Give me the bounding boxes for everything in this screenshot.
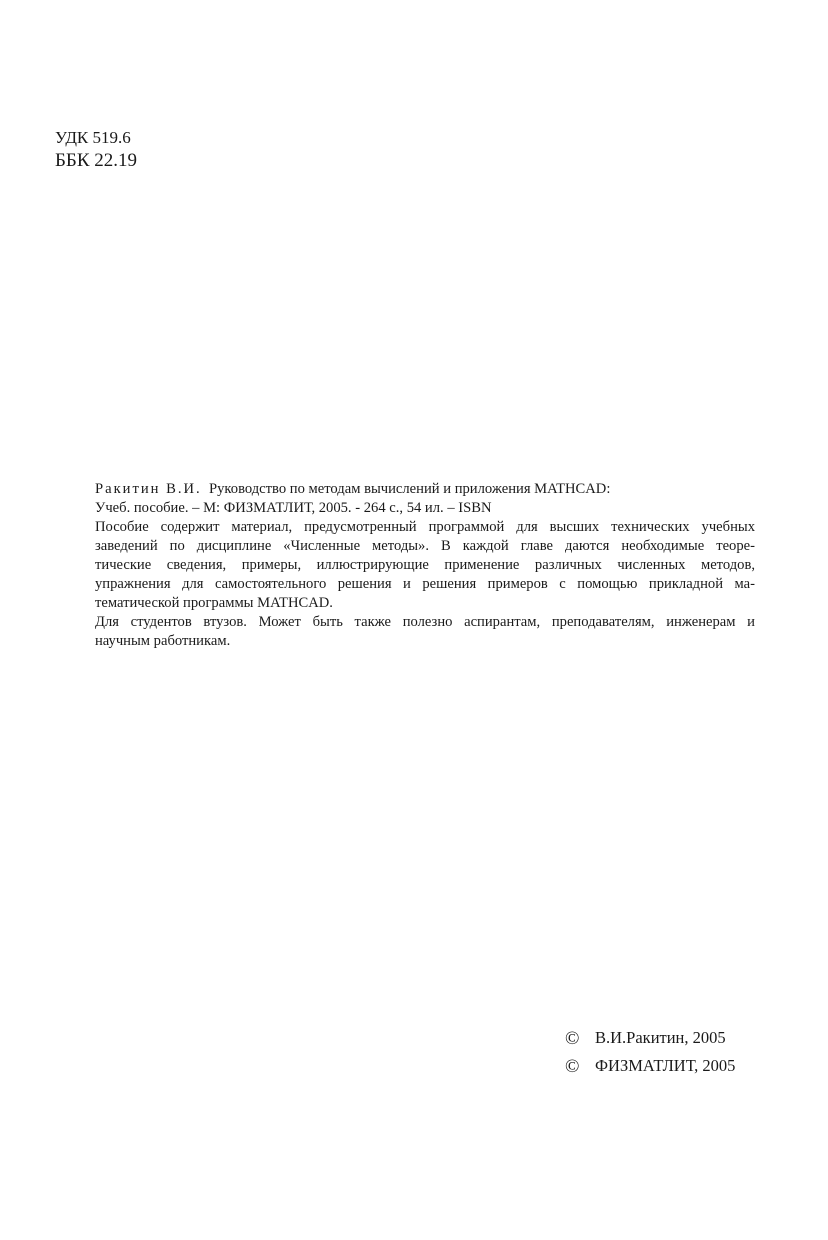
bbk-code: ББК 22.19: [55, 150, 137, 171]
abstract-line: упражнения для самостоятельного решения и решения примеров с помощью прикладной ма-: [95, 576, 755, 592]
author-name: Ракитин В.И.: [95, 481, 202, 497]
copyright-holder: ФИЗМАТЛИТ, 2005: [595, 1056, 736, 1075]
abstract-line: заведений по дисциплине «Численные методы». В каждой главе даются необходимые теоре-: [95, 538, 755, 554]
copyright-icon: ©: [565, 1055, 580, 1077]
classification-codes: [55, 127, 137, 173]
audience-last-line: научным работникам.: [95, 633, 231, 649]
audience-line: Для студентов втузов. Может быть также полезно аспирантам, преподавателям, инженерам и: [95, 614, 755, 630]
abstract-last-line: тематической программы MATHCAD.: [95, 595, 333, 611]
udk-code: УДК 519.6: [55, 128, 131, 147]
copyright-block: [565, 1024, 735, 1080]
book-title: Руководство по методам вычислений и приложения MATHCAD:: [209, 481, 611, 497]
copyright-holder: В.И.Ракитин, 2005: [595, 1028, 726, 1047]
copyright-line-publisher: [565, 1052, 735, 1080]
bibliographic-record: [95, 480, 755, 651]
copyright-icon: ©: [565, 1027, 580, 1049]
abstract-line: Пособие содержит материал, предусмотренный программой для высших технических учебных: [95, 519, 755, 535]
copyright-line-author: [565, 1024, 735, 1052]
title-row: [95, 480, 755, 499]
imprint: Учеб. пособие. – М: ФИЗМАТЛИТ, 2005. - 264 с., 54 ил. – ISBN: [95, 500, 492, 516]
abstract-line: тические сведения, примеры, иллюстрирующие применение различных численных методов,: [95, 557, 755, 573]
